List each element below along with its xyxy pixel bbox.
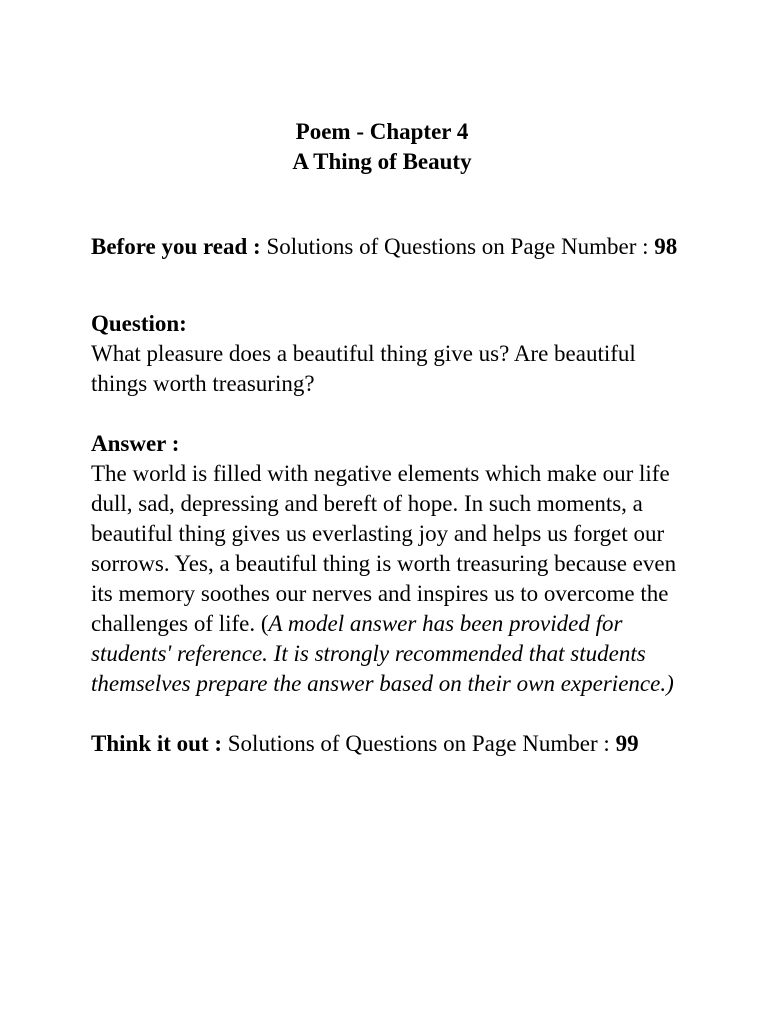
answer-section [91,429,681,699]
before-you-read-text: Solutions of Questions on Page Number : [266,234,649,259]
chapter-title [91,117,673,177]
think-it-out-page: 99 [615,731,639,756]
question-section [91,309,681,399]
answer-note: A model answer has been provided for students' reference. It is strongly recommended that students themselves prepare the answer based on their own experience.) [91,611,674,696]
chapter-title-line2: A Thing of Beauty [292,149,472,174]
think-it-out-text: Solutions of Questions on Page Number : [227,731,610,756]
before-you-read-label: Before you read : [91,234,261,259]
question-label: Question: [91,311,187,336]
chapter-title-line1: Poem - Chapter 4 [295,119,469,144]
answer-label: Answer : [91,431,180,456]
think-it-out-paragraph [91,729,681,759]
before-you-read-paragraph [91,232,681,262]
before-you-read-page: 98 [654,234,678,259]
question-text: What pleasure does a beautiful thing give us? Are beautiful things worth treasuring? [91,341,636,396]
answer-note-open: ( [260,611,269,636]
think-it-out-label: Think it out : [91,731,223,756]
document-page [91,117,681,759]
answer-text: The world is filled with negative elements which make our life dull, sad, depressing and bereft of hope. In such moments, a beautiful thing gives us everlasting joy and helps us forget our sorrows. Yes, a beautiful thing is worth treasuring because even its memory soothes our nerves and inspires us to overcome the challenges of life. [91,461,677,636]
